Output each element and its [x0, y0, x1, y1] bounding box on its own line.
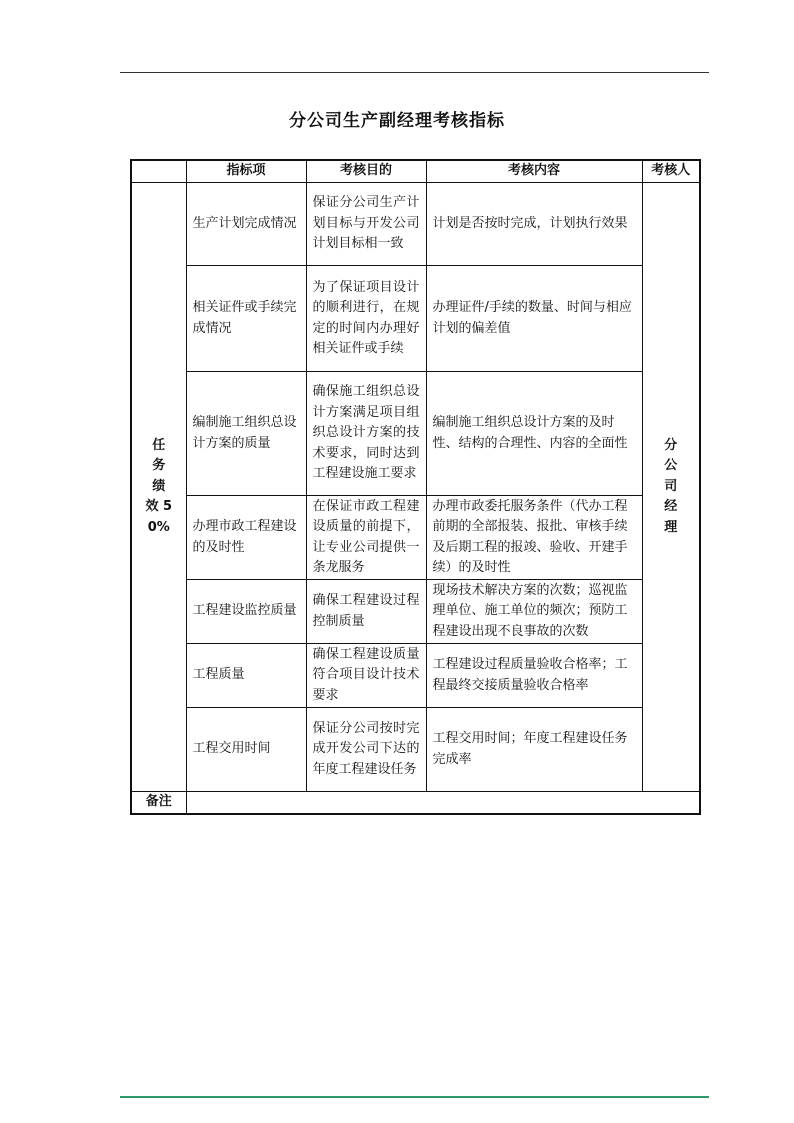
- table-row: [131, 708, 700, 792]
- header-content: 考核内容: [426, 160, 642, 183]
- indicator-cell: 工程质量: [186, 644, 306, 708]
- purpose-cell: 保证分公司生产计划目标与开发公司计划目标相一致: [306, 183, 426, 266]
- remark-label: 备注: [131, 792, 186, 814]
- assessor-cell: [642, 183, 700, 792]
- assessor-char: 公: [664, 458, 678, 474]
- table-row: [131, 372, 700, 496]
- category-char: 务: [152, 458, 166, 474]
- purpose-cell: 确保工程建设过程控制质量: [306, 580, 426, 644]
- indicator-cell: 编制施工组织总设计方案的质量: [186, 372, 306, 496]
- table-row: [131, 266, 700, 372]
- content-cell: 计划是否按时完成，计划执行效果: [426, 183, 642, 266]
- assessor-char: 理: [664, 519, 678, 535]
- header-empty: [131, 160, 186, 183]
- indicator-cell: 办理市政工程建设的及时性: [186, 496, 306, 580]
- category-cell: [131, 183, 186, 792]
- purpose-cell: 确保工程建设质量符合项目设计技术要求: [306, 644, 426, 708]
- indicator-cell: 相关证件或手续完成情况: [186, 266, 306, 372]
- category-char: 绩: [152, 478, 166, 494]
- content-cell: 现场技术解决方案的次数；巡视监理单位、施工单位的频次；预防工程建设出现不良事故的次数: [426, 580, 642, 644]
- header-indicator: 指标项: [186, 160, 306, 183]
- indicator-cell: 工程建设监控质量: [186, 580, 306, 644]
- table-header-row: [131, 160, 700, 183]
- header-purpose: 考核目的: [306, 160, 426, 183]
- indicator-cell: 生产计划完成情况: [186, 183, 306, 266]
- purpose-cell: 在保证市政工程建设质量的前提下，让专业公司提供一条龙服务: [306, 496, 426, 580]
- remark-value: [186, 792, 700, 814]
- table-row: [131, 496, 700, 580]
- content-cell: 工程交用时间；年度工程建设任务完成率: [426, 708, 642, 792]
- header-rule: [120, 72, 709, 73]
- page-title: 分公司生产副经理考核指标: [289, 111, 505, 131]
- table-row: [131, 644, 700, 708]
- purpose-cell: 确保施工组织总设计方案满足项目组织总设计方案的技术要求，同时达到工程建设施工要求: [306, 372, 426, 496]
- indicator-cell: 工程交用时间: [186, 708, 306, 792]
- kpi-table: [130, 159, 701, 815]
- remark-row: [131, 792, 700, 814]
- purpose-cell: 为了保证项目设计的顺利进行，在规定的时间内办理好相关证件或手续: [306, 266, 426, 372]
- category-char: 效 50%: [145, 499, 173, 535]
- header-assessor: 考核人: [642, 160, 700, 183]
- category-char: 任: [152, 437, 166, 453]
- content-cell: 编制施工组织总设计方案的及时性、结构的合理性、内容的全面性: [426, 372, 642, 496]
- purpose-cell: 保证分公司按时完成开发公司下达的年度工程建设任务: [306, 708, 426, 792]
- assessor-char: 经: [664, 499, 678, 515]
- table-row: [131, 580, 700, 644]
- table-row: [131, 183, 700, 266]
- footer-rule: [120, 1096, 709, 1098]
- assessor-char: 分: [664, 437, 678, 453]
- content-cell: 办理证件/手续的数量、时间与相应计划的偏差值: [426, 266, 642, 372]
- content-cell: 工程建设过程质量验收合格率；工程最终交接质量验收合格率: [426, 644, 642, 708]
- content-cell: 办理市政委托服务条件（代办工程前期的全部报装、报批、审核手续及后期工程的报竣、验收、开建手续）的及时性: [426, 496, 642, 580]
- assessor-char: 司: [664, 478, 678, 494]
